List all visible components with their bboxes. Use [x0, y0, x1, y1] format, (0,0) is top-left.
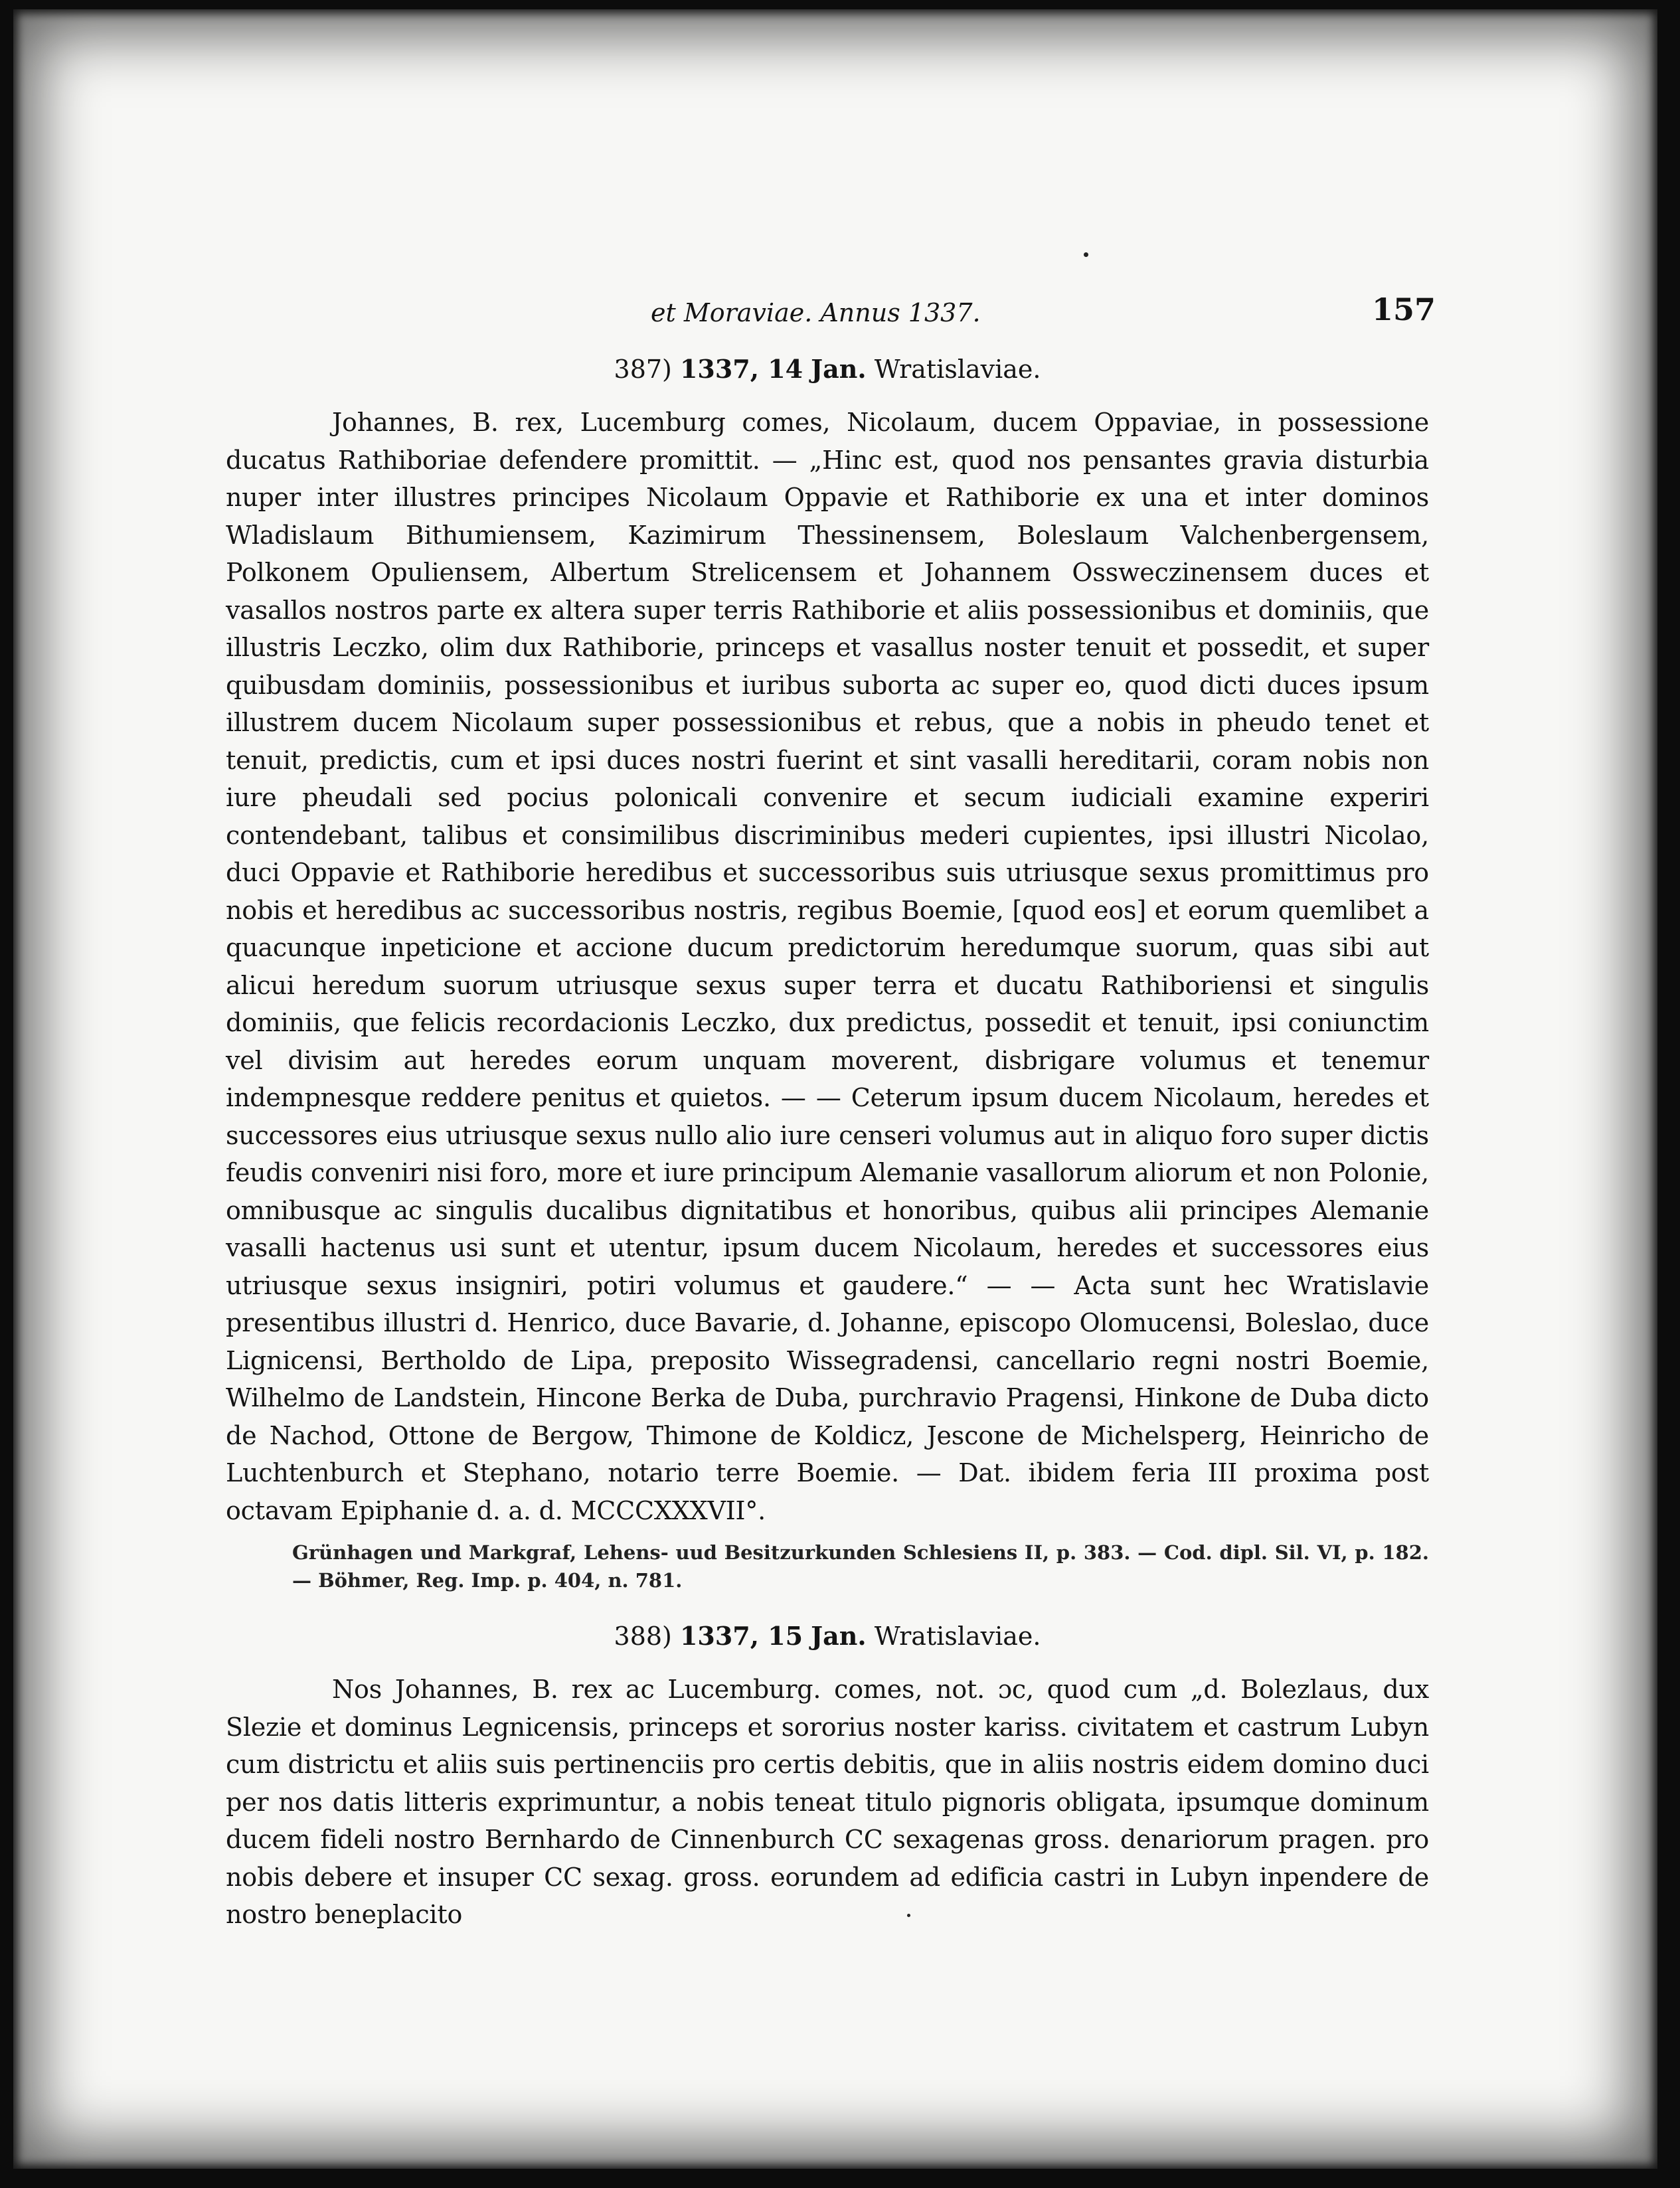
- document-heading: [226, 354, 1429, 384]
- running-title: et Moraviae. Annus 1337.: [651, 298, 981, 327]
- document-text: Johannes, B. rex, Lucemburg comes, Nicolaum, ducem Oppaviae, in possessione ducatus Rathiboriae defendere promittit. — „Hinc est, quod nos pensantes gravia disturbia nuper inter illustres principes Nicolaum Oppavie et Rathiborie ex una et inter dominos Wladislaum Bithumiensem, Kazimirum Thessinensem, Boleslaum Valchenbergensem, Polkonem Opuliensem, Albertum Strelicensem et Johannem Ossweczinensem duces et vasallos nostros parte ex altera super terris Rathiborie et aliis possessionibus et dominiis, que illustris Leczko, olim dux Rathiborie, princeps et vasallus noster tenuit et possedit, et super quibusdam dominiis, possessionibus et iuribus suborta ac super eo, quod dicti duces ipsum illustrem ducem Nicolaum super possessionibus et rebus, que a nobis in pheudo tenet et tenuit, predictis, cum et ipsi duces nostri fuerint et sint vasalli hereditarii, coram nobis non iure pheudali sed pocius polonicali convenire et secum iudiciali examine experiri contendebant, talibus et consimilibus discriminibus mederi cupientes, ipsi illustri Nicolao, duci Oppavie et Rathiborie heredibus et successoribus suis utriusque sexus promittimus pro nobis et heredibus ac successoribus nostris, regibus Boemie, [quod eos] et eorum quemlibet a quacunque inpeticione et accione ducum predictorum heredumque suorum, quas sibi aut alicui heredum suorum utriusque sexus super terra et ducatu Rathiboriensi et singulis dominiis, que felicis recordacionis Leczko, dux predictus, possedit et tenuit, ipsi coniunctim vel divisim aut heredes eorum unquam moverent, disbrigare volumus et tenemur indempnesque reddere penitus et quietos. — — Ceterum ipsum ducem Nicolaum, heredes et successores eius utriusque sexus nullo alio iure censeri volumus aut in aliquo foro super dictis feudis conveniri nisi foro, more et iure principum Alemanie vasallorum aliorum et non Polonie, omnibusque ac singulis ducalibus dignitatibus et honoribus, quibus alii principes Alemanie vasalli hactenus usi sunt et utentur, ipsum ducem Nicolaum, heredes et successores eius utriusque sexus insigniri, potiri volumus et gaudere.“ — — Acta sunt hec Wratislavie presentibus illustri d. Henrico, duce Bavarie, d. Johanne, episcopo Olomucensi, Boleslao, duce Lignicensi, Bertholdo de Lipa, preposito Wissegradensi, cancellario regni nostri Boemie, Wilhelmo de Landstein, Hincone Berka de Duba, purchravio Pragensi, Hinkone de Duba dicto de Nachod, Ottone de Bergow, Thimone de Koldicz, Jescone de Michelsperg, Heinricho de Luchtenburch et Stephano, notario terre Boemie. — Dat. ibidem feria III proxima post octavam Epiphanie d. a. d. MCCCXXXVII°.: [226, 408, 1429, 1525]
- document-number: 388): [614, 1622, 672, 1651]
- document-place: Wratislaviae.: [874, 1622, 1041, 1651]
- document-388: [226, 1621, 1429, 1934]
- document-387: [226, 354, 1429, 1594]
- document-number: 387): [614, 355, 672, 384]
- document-month: Jan.: [811, 1621, 867, 1651]
- ink-speck: [1084, 252, 1088, 257]
- scanned-page: [13, 9, 1657, 2169]
- page-number: 157: [1371, 292, 1436, 327]
- document-month: Jan.: [811, 354, 867, 384]
- page-text-block: [226, 292, 1436, 1934]
- document-place: Wratislaviae.: [874, 355, 1041, 384]
- document-date: 1337, 15: [679, 1621, 803, 1651]
- document-date: 1337, 14: [679, 354, 803, 384]
- source-citation: Grünhagen und Markgraf, Lehens- uud Besitzurkunden Schlesiens II, p. 383. — Cod. dipl. Sil. VI, p. 182. — Böhmer, Reg. Imp. p. 404, n. 781.: [292, 1541, 1429, 1592]
- running-header: [226, 292, 1436, 345]
- document-text: Nos Johannes, B. rex ac Lucemburg. comes, not. ɔc, quod cum „d. Bolezlaus, dux Slezie et dominus Legnicensis, princeps et sororius noster kariss. civitatem et castrum Lubyn cum districtu et aliis suis pertinenciis pro certis debitis, que in aliis nostris eidem domino duci per nos datis litteris exprimuntur, a nobis teneat titulo pignoris obligata, ipsumque dominum ducem fideli nostro Bernhardo de Cinnenburch CC sexagenas gross. denariorum pragen. pro nobis debere et insuper CC sexag. gross. eorundem ad edificia castri in Lubyn inpendere de nostro beneplacito: [226, 1675, 1429, 1929]
- document-heading: [226, 1621, 1429, 1651]
